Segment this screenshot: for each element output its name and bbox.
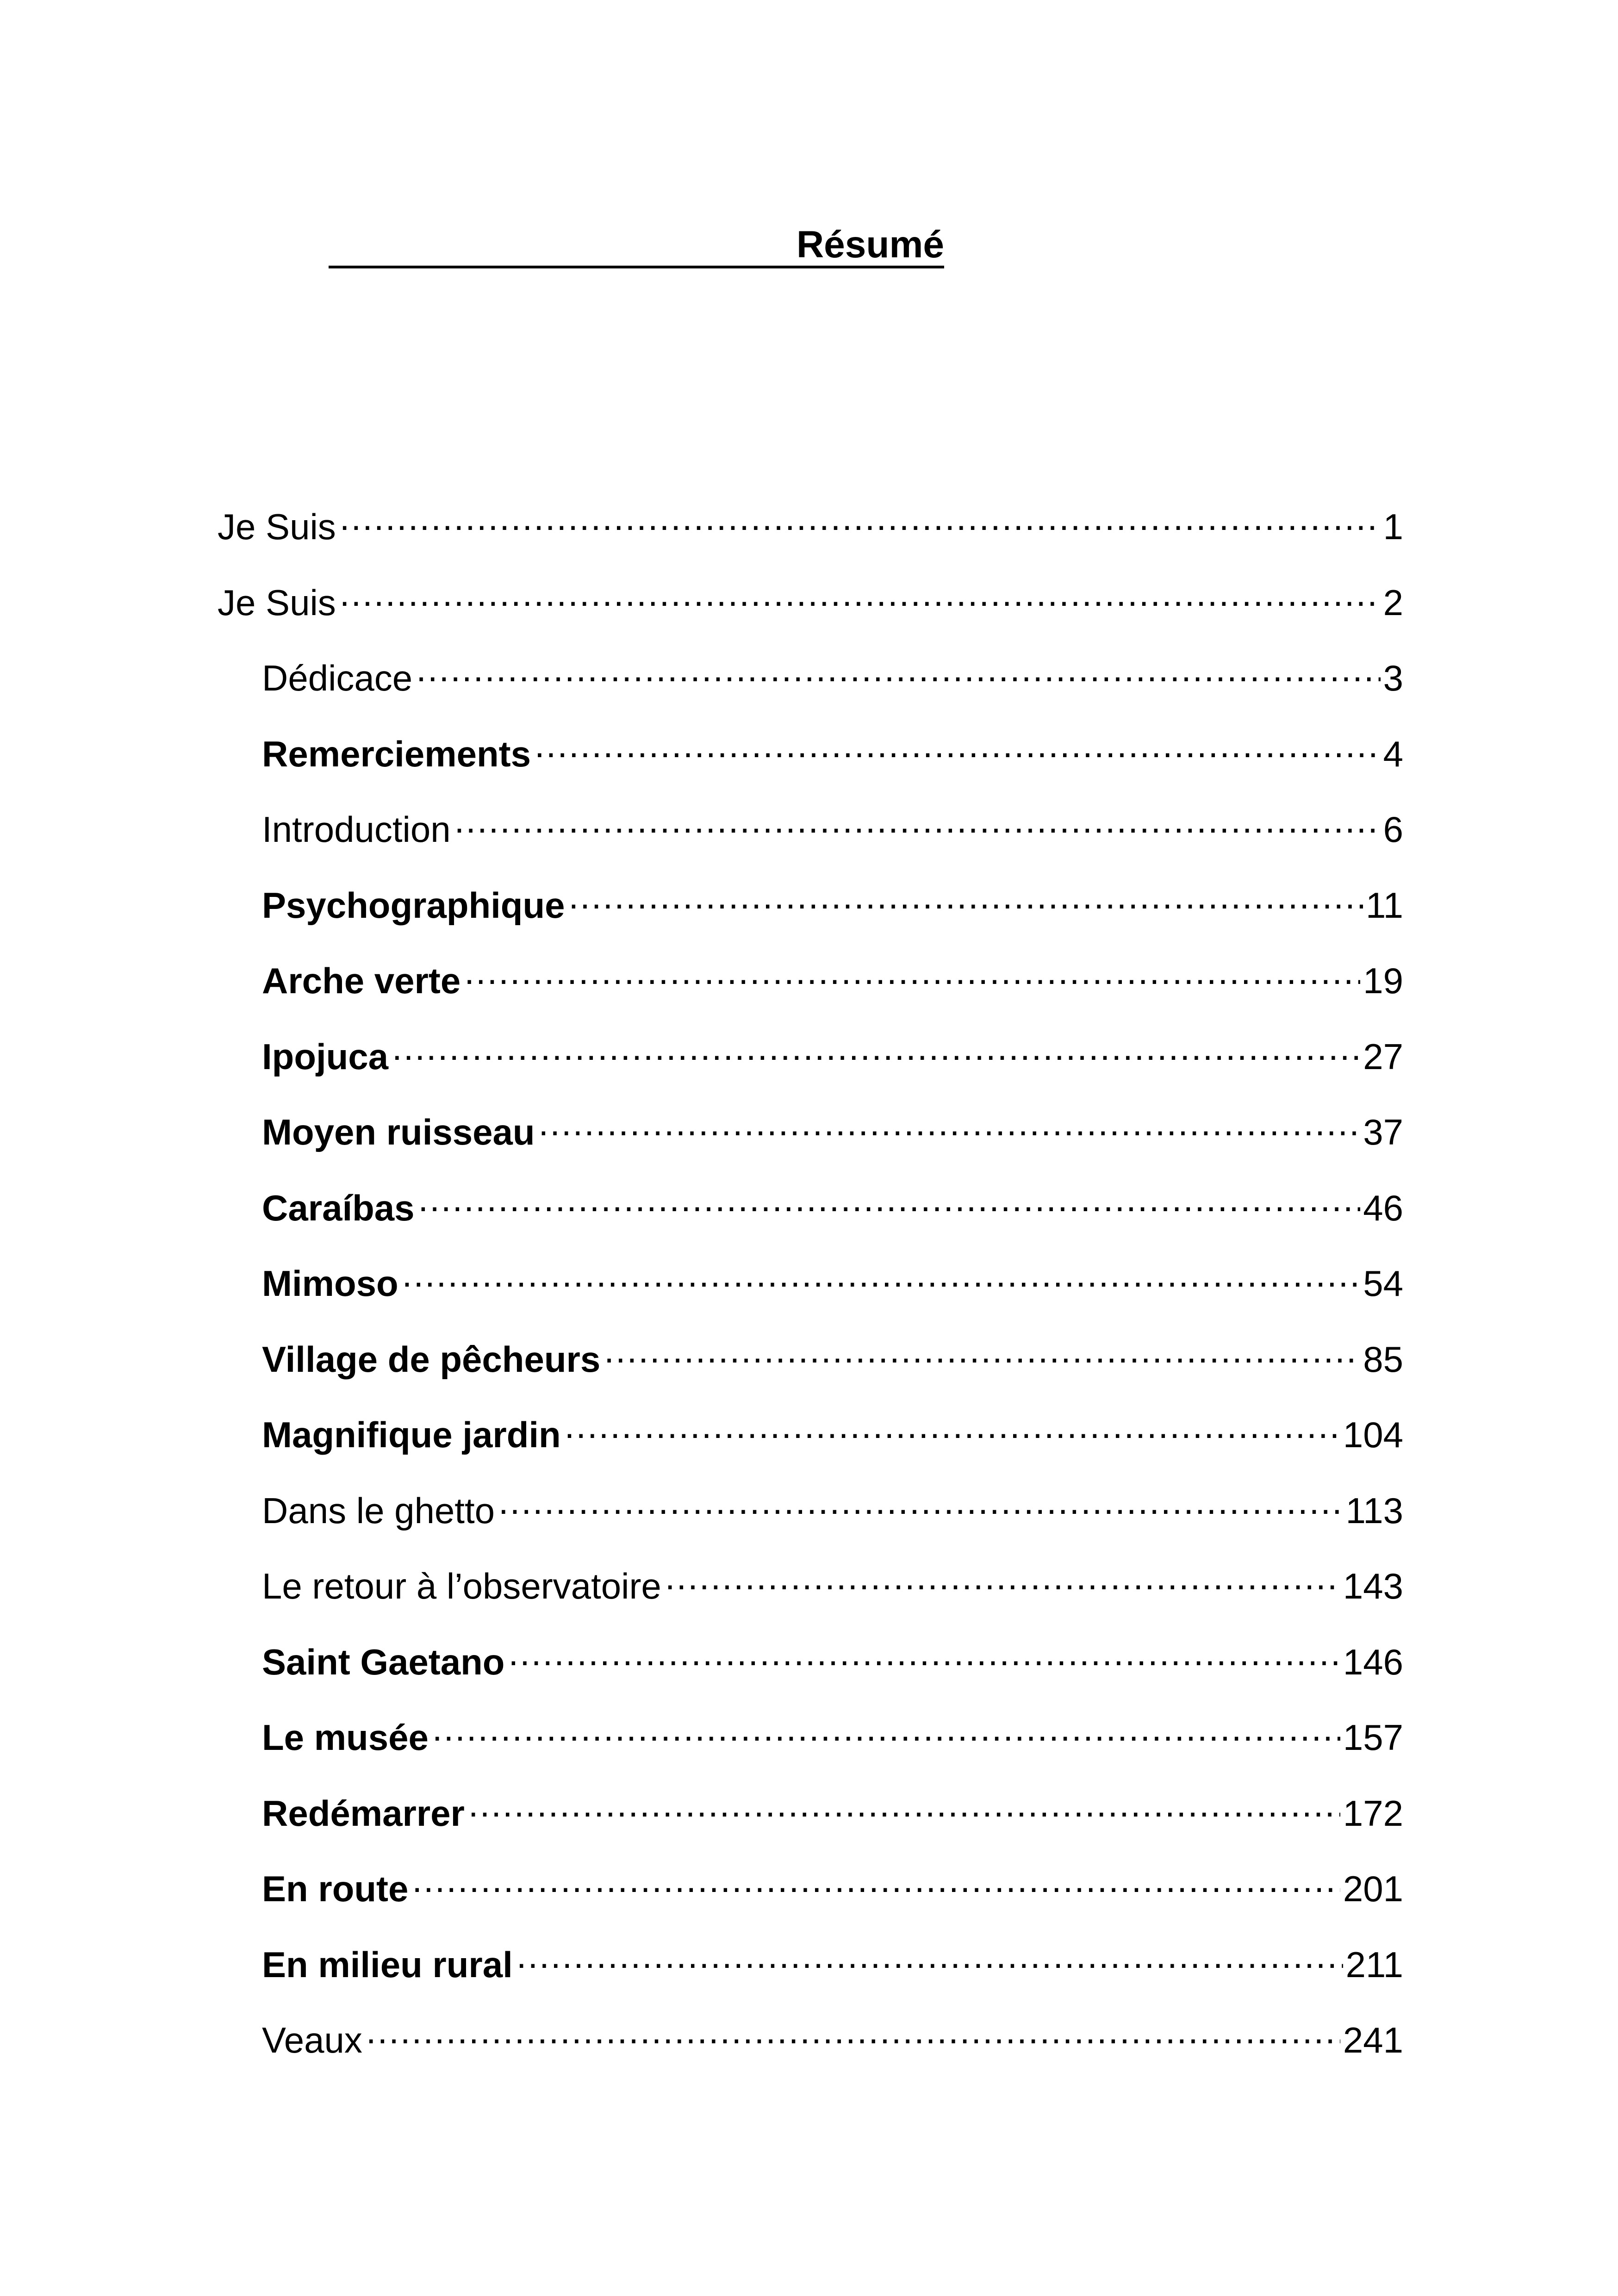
- toc-entry-page-number: 172: [1343, 1792, 1403, 1834]
- dot-leader: [568, 882, 1363, 918]
- toc-entry[interactable]: [218, 646, 1403, 722]
- toc-entry-label: Arche verte: [262, 960, 461, 1001]
- toc-entry[interactable]: [218, 1100, 1403, 1176]
- dot-leader: [464, 957, 1360, 993]
- toc-entry-page-number: 157: [1343, 1717, 1403, 1758]
- toc-entry-page-number: 11: [1366, 884, 1403, 926]
- toc-entry-page-number: 104: [1343, 1414, 1403, 1455]
- dot-leader: [539, 1108, 1361, 1145]
- dot-leader: [418, 1184, 1361, 1220]
- toc-entry-label: Redémarrer: [262, 1792, 465, 1834]
- toc-entry-label: Village de pêcheurs: [262, 1338, 601, 1380]
- toc-entry-page-number: 143: [1343, 1566, 1403, 1606]
- toc-entry-page-number: 4: [1383, 733, 1403, 774]
- toc-entry-page-number: 85: [1363, 1338, 1403, 1380]
- dot-leader: [416, 654, 1380, 691]
- toc-entry-label: Psychographique: [262, 884, 565, 926]
- dot-leader: [508, 1638, 1340, 1674]
- dot-leader: [535, 730, 1381, 766]
- toc-entry[interactable]: [218, 570, 1403, 646]
- toc-entry-label: En route: [262, 1868, 409, 1909]
- toc-entry-label: Introduction: [262, 809, 451, 850]
- toc-entry-page-number: 201: [1343, 1868, 1403, 1909]
- toc-entry-page-number: 6: [1383, 809, 1403, 850]
- dot-leader: [604, 1336, 1360, 1372]
- toc-entry-label: Le musée: [262, 1717, 429, 1758]
- toc-entry-label: Caraíbas: [262, 1187, 415, 1228]
- toc-entry-label: Remerciements: [262, 733, 531, 774]
- toc-entry[interactable]: [218, 1478, 1403, 1554]
- toc-entry-label: En milieu rural: [262, 1944, 513, 1985]
- toc-entry[interactable]: [218, 1024, 1403, 1100]
- toc-entry-label: Le retour à l’observatoire: [262, 1566, 661, 1606]
- toc-entry-label: Ipojuca: [262, 1036, 389, 1077]
- toc-entry-page-number: 19: [1363, 960, 1403, 1001]
- toc-entry-page-number: 211: [1345, 1944, 1403, 1985]
- toc-entry[interactable]: [218, 797, 1403, 873]
- toc-entry[interactable]: [218, 1781, 1403, 1857]
- toc-entry[interactable]: [218, 1856, 1403, 1932]
- toc-entry[interactable]: [218, 1251, 1403, 1327]
- toc-entry-page-number: 54: [1363, 1263, 1403, 1304]
- toc-entry-label: Dans le ghetto: [262, 1490, 495, 1531]
- dot-leader: [498, 1487, 1343, 1523]
- toc-entry[interactable]: [218, 1932, 1403, 2008]
- toc-entry-page-number: 146: [1343, 1641, 1403, 1682]
- toc-entry[interactable]: [218, 873, 1403, 949]
- dot-leader: [340, 503, 1381, 539]
- toc-entry-page-number: 46: [1363, 1187, 1403, 1228]
- dot-leader: [412, 1865, 1340, 1901]
- dot-leader: [454, 806, 1381, 842]
- toc-entry-label: Veaux: [262, 2020, 362, 2060]
- dot-leader: [392, 1033, 1360, 1069]
- toc-entry[interactable]: [218, 948, 1403, 1024]
- toc-entry[interactable]: [218, 1554, 1403, 1630]
- toc-entry-label: Je Suis: [218, 506, 336, 547]
- toc-entry[interactable]: [218, 1630, 1403, 1705]
- toc-entry-page-number: 113: [1345, 1490, 1403, 1531]
- dot-leader: [432, 1714, 1340, 1750]
- toc-entry[interactable]: [218, 2008, 1403, 2084]
- dot-leader: [468, 1790, 1340, 1826]
- dot-leader: [565, 1411, 1340, 1447]
- toc-entry[interactable]: [218, 1402, 1403, 1478]
- toc-entry-page-number: 241: [1343, 2020, 1403, 2060]
- title-block: [329, 218, 944, 273]
- toc-entry-label: Mimoso: [262, 1263, 398, 1304]
- dot-leader: [402, 1260, 1361, 1296]
- toc-entry-label: Magnifique jardin: [262, 1414, 561, 1455]
- toc-entry-page-number: 1: [1383, 506, 1403, 547]
- toc-entry-label: Je Suis: [218, 582, 336, 623]
- dot-leader: [366, 2016, 1340, 2053]
- toc-entry[interactable]: [218, 1176, 1403, 1251]
- dot-leader: [340, 579, 1381, 615]
- table-of-contents: [218, 494, 1403, 2084]
- toc-entry[interactable]: [218, 1327, 1403, 1403]
- toc-entry[interactable]: [218, 1705, 1403, 1781]
- dot-leader: [665, 1562, 1340, 1599]
- toc-entry-label: Moyen ruisseau: [262, 1112, 535, 1152]
- toc-entry-page-number: 27: [1363, 1036, 1403, 1077]
- toc-entry-label: Dédicace: [262, 658, 413, 698]
- toc-entry[interactable]: [218, 494, 1403, 570]
- page-title: Résumé: [796, 224, 944, 266]
- toc-entry-label: Saint Gaetano: [262, 1641, 505, 1682]
- toc-entry-page-number: 2: [1383, 582, 1403, 623]
- toc-entry[interactable]: [218, 722, 1403, 797]
- dot-leader: [517, 1941, 1343, 1977]
- toc-entry-page-number: 37: [1363, 1112, 1403, 1152]
- toc-entry-page-number: 3: [1383, 658, 1403, 698]
